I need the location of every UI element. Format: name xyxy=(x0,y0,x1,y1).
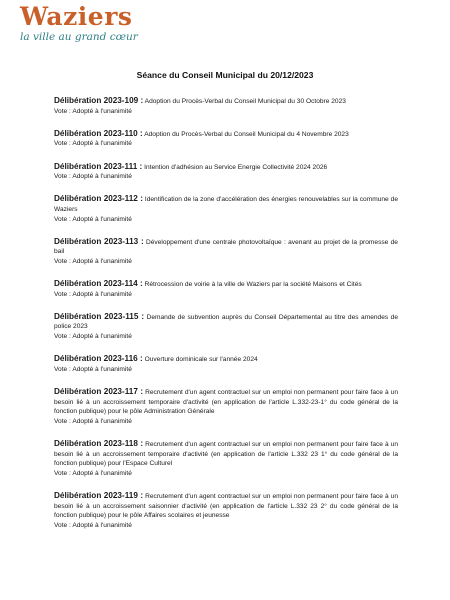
deliberation-item xyxy=(54,194,398,224)
deliberation-vote: Vote : Adopté à l'unanimité xyxy=(54,107,132,115)
deliberation-vote: Vote : Adopté à l'unanimité xyxy=(54,469,132,477)
deliberation-number: Délibération 2023-111 : xyxy=(54,161,143,171)
deliberation-vote: Vote : Adopté à l'unanimité xyxy=(54,140,132,148)
deliberation-vote: Vote : Adopté à l'unanimité xyxy=(54,365,132,373)
deliberation-vote: Vote : Adopté à l'unanimité xyxy=(54,257,132,265)
deliberation-text: Adoption du Procès-Verbal du Conseil Municipal du 4 Novembre 2023 xyxy=(144,130,349,138)
deliberation-text: Recrutement d'un agent contractuel sur un emploi non permanent pour faire face à un besoin lié à un accroissement temporaire d'activité (en application de l'article L.332-23-1° du code général de la fonction publique) pour le pôle Administration Générale xyxy=(54,389,398,416)
deliberation-item xyxy=(54,354,398,374)
deliberation-text: Développement d'une centrale photovoltaïque : avenant au projet de la promesse de bail xyxy=(54,238,398,256)
deliberation-text: Adoption du Procès-Verbal du Conseil Municipal du 30 Octobre 2023 xyxy=(144,98,346,105)
deliberation-item xyxy=(54,491,398,530)
deliberation-item xyxy=(54,129,398,149)
deliberation-item xyxy=(54,162,398,182)
waziers-logo xyxy=(20,4,140,48)
deliberation-vote: Vote : Adopté à l'unanimité xyxy=(54,333,132,341)
deliberation-item xyxy=(54,312,398,342)
deliberation-number: Délibération 2023-112 : xyxy=(54,194,143,204)
deliberation-text: Rétrocession de voirie à la ville de Waziers par la société Maisons et Cités xyxy=(144,281,362,289)
deliberation-number: Délibération 2023-118 : xyxy=(54,439,144,448)
deliberation-text: Intention d'adhésion au Service Energie Collectivité 2024 2026 xyxy=(144,163,328,171)
deliberation-number: Délibération 2023-115 : xyxy=(54,311,145,321)
deliberation-number: Délibération 2023-119 : xyxy=(54,490,144,500)
page-title: Séance du Conseil Municipal du 20/12/2023 xyxy=(136,70,314,80)
logo-tagline: la ville au grand cœur xyxy=(20,31,138,43)
deliberation-vote: Vote : Adopté à l'unanimité xyxy=(54,215,132,223)
deliberation-text: Identification de la zone d'accélération des énergies renouvelables sur la commune de Waziers xyxy=(54,196,398,213)
deliberation-number: Délibération 2023-117 : xyxy=(54,387,144,397)
deliberation-item xyxy=(54,387,398,426)
deliberation-number: Délibération 2023-113 : xyxy=(54,236,144,246)
deliberation-number: Délibération 2023-116 : xyxy=(54,354,143,364)
deliberation-item xyxy=(54,279,398,299)
deliberation-text: Demande de subvention auprès du Conseil Départemental au titre des amendes de police 2023 xyxy=(54,313,398,331)
deliberation-item xyxy=(54,96,398,116)
deliberation-item xyxy=(54,237,398,267)
deliberation-text: Ouverture dominicale sur l'année 2024 xyxy=(144,356,258,364)
deliberation-vote: Vote : Adopté à l'unanimité xyxy=(54,290,132,298)
deliberation-vote: Vote : Adopté à l'unanimité xyxy=(54,417,132,425)
deliberation-text: Recrutement d'un agent contractuel sur un emploi non permanent pour faire face à un besoin lié à un accroissement saisonnier d'activité (en application de l'article L.332 23 2° du code général de la fonction publique) pour le pôle Affaires scolaires et jeunesse xyxy=(54,492,398,520)
deliberation-item xyxy=(54,439,398,478)
deliberation-text: Recrutement d'un agent contractuel sur un emploi non permanent pour faire face à un besoin lié à un accroissement temporaire d'activité (en application de l'article L.332 23 1° du code général de la fonction publique) pour l'Espace Culturel xyxy=(54,441,398,468)
deliberation-vote: Vote : Adopté à l'unanimité xyxy=(54,521,132,529)
deliberation-vote: Vote : Adopté à l'unanimité xyxy=(54,173,132,181)
deliberation-number: Délibération 2023-110 : xyxy=(54,128,143,138)
deliberation-number: Délibération 2023-114 : xyxy=(54,279,143,289)
deliberation-number: Délibération 2023-109 : xyxy=(54,96,144,105)
deliberation-list xyxy=(54,96,398,543)
logo-name: Waziers xyxy=(20,2,133,31)
